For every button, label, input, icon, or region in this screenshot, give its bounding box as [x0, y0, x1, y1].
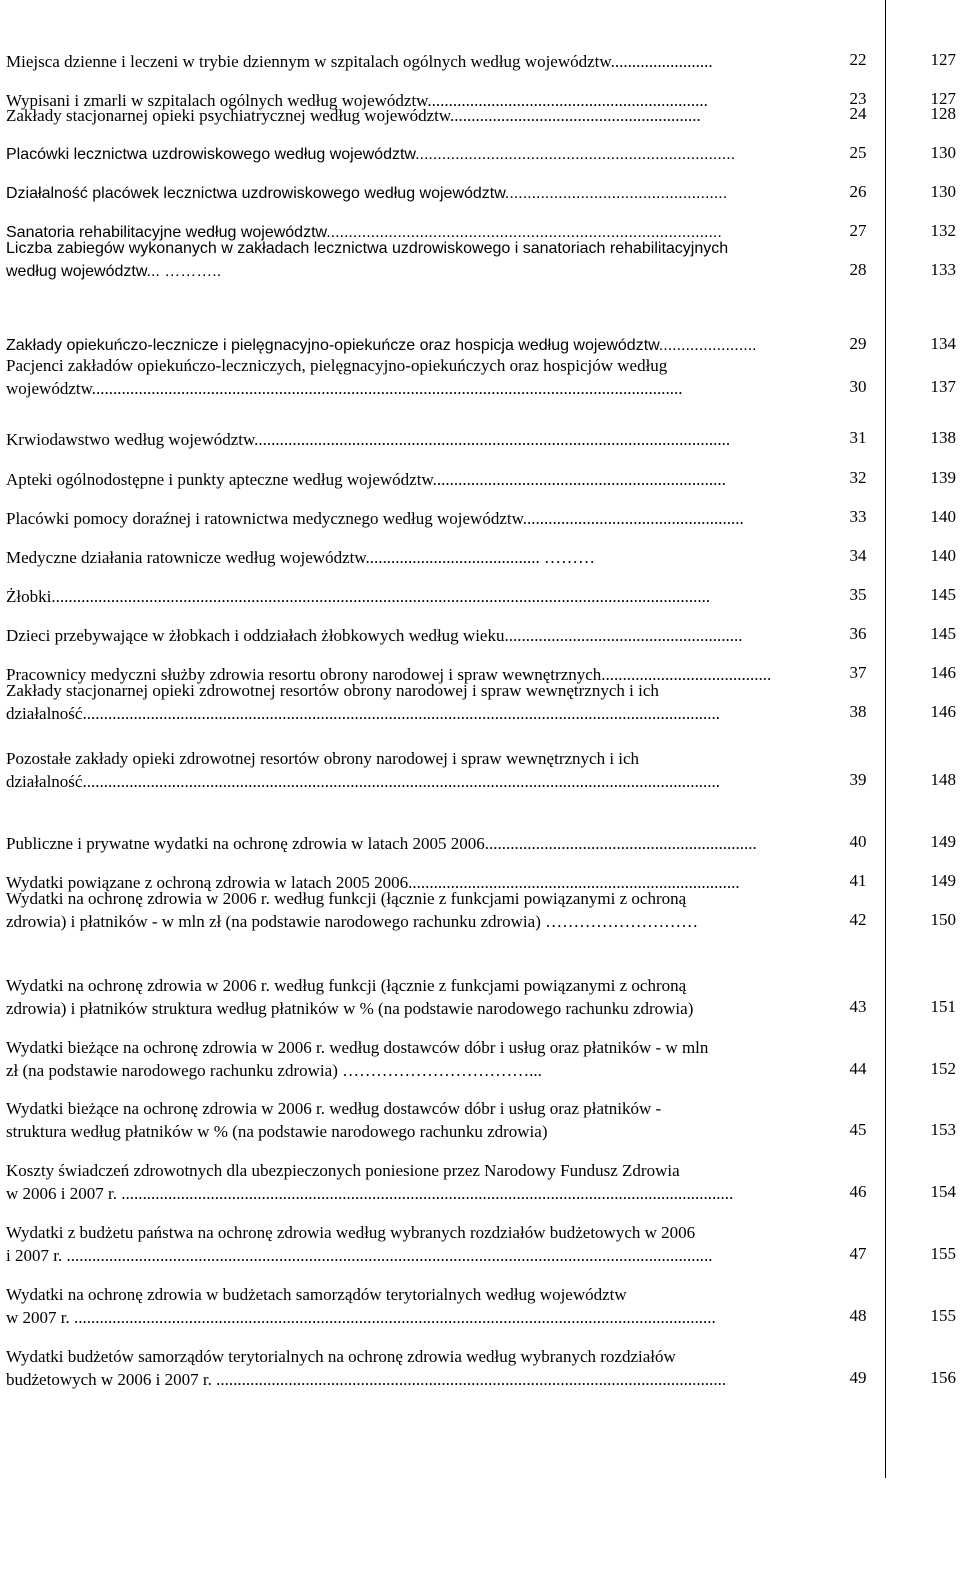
toc-entry-number: 28	[849, 260, 867, 279]
toc-entry-title-line: Zakłady stacjonarnej opieki zdrowotnej resortów obrony narodowej i spraw wewnętrznych i ich	[6, 681, 659, 700]
toc-entry-title	[6, 1159, 798, 1205]
toc-entry-page: 134	[930, 334, 956, 353]
toc-entry-number: 22	[849, 50, 867, 69]
toc-entry-title	[6, 143, 798, 166]
toc-entry-title-line: Wydatki na ochronę zdrowia w 2006 r. według funkcji (łącznie z funkcjami powiązanymi z ochroną	[6, 976, 687, 995]
toc-entry-page: 130	[930, 143, 956, 162]
toc-entry-title-line: Apteki ogólnodostępne i punkty apteczne według województw.....................................................................	[6, 470, 726, 489]
toc-entry-page: 145	[930, 585, 956, 604]
toc-entry-page: 146	[930, 663, 956, 682]
toc-entry-number: 25	[849, 143, 867, 162]
toc-entry-title	[6, 354, 798, 400]
toc-entry-title	[6, 1097, 798, 1143]
toc-entry-title-line: Krwiodawstwo według województw................................................................................................................	[6, 430, 731, 449]
toc-entry-title-line: Wydatki z budżetu państwa na ochronę zdrowia według wybranych rozdziałów budżetowych w 2006	[6, 1223, 696, 1242]
toc-entry-page: 151	[930, 997, 956, 1016]
toc-entry-title-line: zdrowia) i płatników - w mln zł (na podstawie narodowego rachunku zdrowia) ………………………	[6, 912, 699, 931]
toc-entry-title-line: według województw... ………..	[6, 263, 222, 280]
toc-entry-title	[6, 1221, 798, 1267]
toc-entry-page: 132	[930, 221, 956, 240]
toc-entry-title-line: Publiczne i prywatne wydatki na ochronę zdrowia w latach 2005 2006................................................................	[6, 834, 757, 853]
toc-entry-page: 155	[930, 1306, 956, 1325]
toc-entry-title-line: Żłobki...........................................................................................................................................................	[6, 587, 711, 606]
toc-entry-number: 24	[849, 104, 867, 123]
toc-entry-title-line: budżetowych w 2006 i 2007 r. ........................................................................................................................	[6, 1370, 727, 1389]
toc-entry-page: 145	[930, 624, 956, 643]
toc-entry-page: 149	[930, 832, 956, 851]
toc-entry-number: 37	[849, 663, 867, 682]
toc-entry-title-line: Wypisani i zmarli w szpitalach ogólnych według województw..................................................................	[6, 91, 708, 110]
toc-entry-page: 138	[930, 428, 956, 447]
toc-entry-page: 149	[930, 871, 956, 890]
toc-entry-title-line: Pracownicy medyczni służby zdrowia resortu obrony narodowej i spraw wewnętrznych........................................	[6, 665, 772, 684]
toc-entry-number: 42	[849, 910, 867, 929]
toc-entry-title-line: Liczba zabiegów wykonanych w zakładach lecznictwa uzdrowiskowego i sanatoriach rehabilitacyjnych	[6, 240, 729, 257]
toc-entry-number: 47	[849, 1244, 867, 1263]
toc-entry-number: 26	[849, 182, 867, 201]
toc-entry-title-line: Sanatoria rehabilitacyjne według województw.........................................................................................	[6, 224, 722, 241]
toc-entry-number: 31	[849, 428, 867, 447]
toc-entry-number: 41	[849, 871, 867, 890]
toc-entry-title-line: Koszty świadczeń zdrowotnych dla ubezpieczonych poniesione przez Narodowy Fundusz Zdrowia	[6, 1161, 680, 1180]
column-divider	[885, 0, 886, 1478]
toc-entry-number: 45	[849, 1120, 867, 1139]
toc-entry-number: 46	[849, 1182, 867, 1201]
toc-entry-title-line: w 2007 r. .......................................................................................................................................................	[6, 1308, 716, 1327]
toc-entry-page: 140	[930, 507, 956, 526]
toc-entry-page: 127	[930, 50, 956, 69]
toc-entry-page: 137	[930, 377, 956, 396]
toc-entry-page: 146	[930, 702, 956, 721]
toc-entry-title	[6, 182, 798, 205]
toc-entry-number: 38	[849, 702, 867, 721]
toc-entry-title-line: Wydatki bieżące na ochronę zdrowia w 2006 r. według dostawców dóbr i usług oraz płatników - w mln	[6, 1038, 709, 1057]
toc-entry-page: 127	[930, 89, 956, 108]
toc-entry-title	[6, 747, 798, 793]
toc-entry-title-line: Zakłady opiekuńczo-lecznicze i pielęgnacyjno-opiekuńcze oraz hospicja według województw......................	[6, 337, 757, 354]
toc-entry-page: 133	[930, 260, 956, 279]
toc-entry-page: 139	[930, 468, 956, 487]
toc-entry-title	[6, 1283, 798, 1329]
toc-entry-number: 48	[849, 1306, 867, 1325]
toc-entry-title-line: działalność......................................................................................................................................................	[6, 704, 720, 723]
toc-entry-number: 32	[849, 468, 867, 487]
toc-entry-number: 44	[849, 1059, 867, 1078]
toc-entry-title	[6, 237, 798, 283]
toc-entry-title-line: i 2007 r. ........................................................................................................................................................	[6, 1246, 713, 1265]
toc-entry-title	[6, 468, 798, 491]
toc-entry-title-line: województw...........................................................................................................................................	[6, 379, 683, 398]
toc-entry-number: 30	[849, 377, 867, 396]
toc-entry-title-line: Wydatki na ochronę zdrowia w budżetach samorządów terytorialnych według województw	[6, 1285, 627, 1304]
toc-entry-number: 36	[849, 624, 867, 643]
toc-entry-title-line: Wydatki budżetów samorządów terytorialnych na ochronę zdrowia według wybranych rozdziałów	[6, 1347, 676, 1366]
toc-entry-page: 148	[930, 770, 956, 789]
toc-entry-page: 154	[930, 1182, 956, 1201]
toc-entry-title-line: Miejsca dzienne i leczeni w trybie dziennym w szpitalach ogólnych według województw........................	[6, 52, 713, 71]
toc-entry-page: 128	[930, 104, 956, 123]
toc-entry-title	[6, 974, 798, 1020]
toc-entry-title-line: Działalność placówek lecznictwa uzdrowiskowego według województw..................................................	[6, 185, 728, 202]
toc-entry-title-line: działalność......................................................................................................................................................	[6, 772, 720, 791]
toc-entry-title	[6, 832, 798, 855]
toc-entry-title-line: Dzieci przebywające w żłobkach i oddziałach żłobkowych według wieku........................................................	[6, 626, 743, 645]
toc-entry-title-line: Wydatki powiązane z ochroną zdrowia w latach 2005 2006..............................................................................	[6, 873, 740, 892]
toc-entry-page: 155	[930, 1244, 956, 1263]
toc-entry-number: 35	[849, 585, 867, 604]
toc-entry-number: 43	[849, 997, 867, 1016]
toc-entry-page: 150	[930, 910, 956, 929]
toc-entry-number: 27	[849, 221, 867, 240]
toc-entry-title-line: Wydatki na ochronę zdrowia w 2006 r. według funkcji (łącznie z funkcjami powiązanymi z ochroną	[6, 889, 687, 908]
toc-entry-title	[6, 679, 798, 725]
toc-entry-number: 39	[849, 770, 867, 789]
toc-entry-title	[6, 1345, 798, 1391]
toc-entry-title-line: Pacjenci zakładów opiekuńczo-leczniczych, pielęgnacyjno-opiekuńczych oraz hospicjów według	[6, 356, 668, 375]
toc-entry-number: 34	[849, 546, 867, 565]
toc-entry-number: 33	[849, 507, 867, 526]
toc-entry-page: 130	[930, 182, 956, 201]
toc-entry-title	[6, 546, 798, 569]
toc-entry-title-line: struktura według płatników w % (na podstawie narodowego rachunku zdrowia)	[6, 1122, 548, 1141]
toc-entry-title	[6, 428, 798, 451]
toc-entry-page: 156	[930, 1368, 956, 1387]
toc-entry-title-line: zdrowia) i płatników struktura według płatników w % (na podstawie narodowego rachunku zdrowia)	[6, 999, 694, 1018]
toc-entry-title	[6, 585, 798, 608]
toc-entry-title-line: Medyczne działania ratownicze według województw......................................... ………	[6, 548, 596, 567]
toc-entry-title	[6, 887, 798, 933]
toc-entry-title-line: Zakłady stacjonarnej opieki psychiatrycznej według województw...........................................................	[6, 106, 701, 125]
toc-entry-page: 140	[930, 546, 956, 565]
toc-entry-title	[6, 507, 798, 530]
toc-entry-page: 153	[930, 1120, 956, 1139]
toc-entry-title	[6, 1036, 798, 1082]
toc-entry-title-line: Pozostałe zakłady opieki zdrowotnej resortów obrony narodowej i spraw wewnętrznych i ich	[6, 749, 640, 768]
toc-entry-title	[6, 104, 798, 127]
toc-entry-title	[6, 624, 798, 647]
toc-entry-number: 49	[849, 1368, 867, 1387]
toc-entry-title-line: Wydatki bieżące na ochronę zdrowia w 2006 r. według dostawców dóbr i usług oraz płatników -	[6, 1099, 662, 1118]
toc-entry-number: 23	[849, 89, 867, 108]
toc-entry-title-line: Placówki lecznictwa uzdrowiskowego według województw........................................................................	[6, 146, 736, 163]
toc-entry-title-line: zł (na podstawie narodowego rachunku zdrowia) ……………………………...	[6, 1061, 542, 1080]
toc-entry-title	[6, 50, 798, 73]
toc-entry-number: 40	[849, 832, 867, 851]
toc-entry-title-line: Placówki pomocy doraźnej i ratownictwa medycznego według województw....................................................	[6, 509, 744, 528]
toc-entry-number: 29	[849, 334, 867, 353]
toc-entry-page: 152	[930, 1059, 956, 1078]
toc-entry-title-line: w 2006 i 2007 r. ................................................................................................................................................	[6, 1184, 734, 1203]
